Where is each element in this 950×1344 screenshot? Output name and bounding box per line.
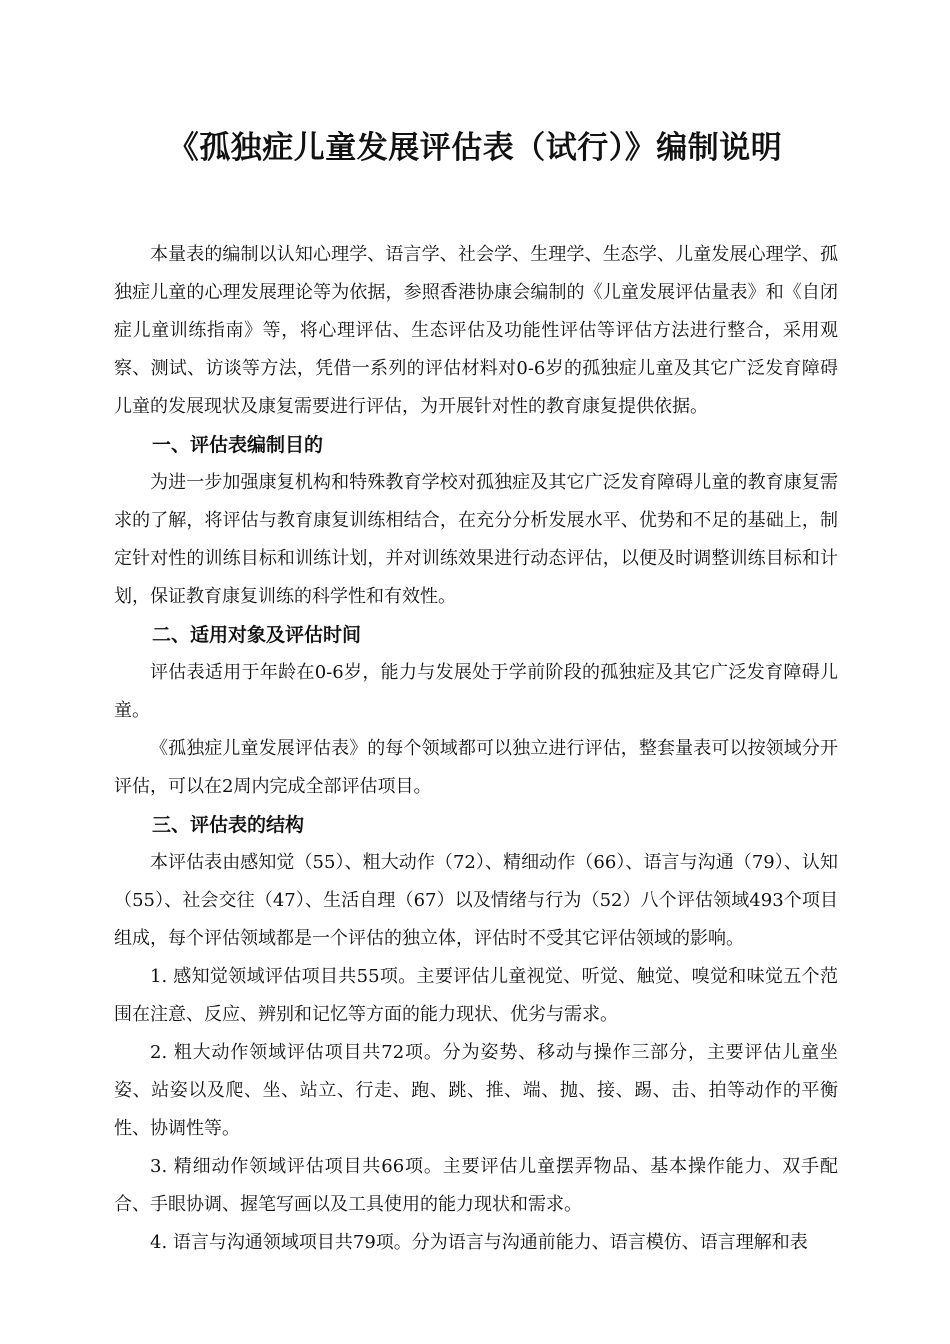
structure-item-fine-motor: 3. 精细动作领域评估项目共66项。主要评估儿童摆弄物品、基本操作能力、双手配合、手眼协调、握笔写画以及工具使用的能力现状和需求。 bbox=[114, 1156, 838, 1215]
time-paragraph: 《孤独症儿童发展评估表》的每个领域都可以独立进行评估，整套量表可以按领域分开评估，可以在2周内完成全部评估项目。 bbox=[114, 738, 838, 797]
section-heading-target-and-time: 二、适用对象及评估时间 bbox=[152, 624, 362, 646]
structure-item-gross-motor: 2. 粗大动作领域评估项目共72项。分为姿势、移动与操作三部分，主要评估儿童坐姿、站姿以及爬、坐、站立、行走、跑、跳、推、端、抛、接、踢、击、拍等动作的平衡性、协调性等。 bbox=[114, 1042, 838, 1139]
purpose-paragraph: 为进一步加强康复机构和特殊教育学校对孤独症及其它广泛发育障碍儿童的教育康复需求的了解，将评估与教育康复训练相结合，在充分分析发展水平、优势和不足的基础上，制定针对性的训练目标和训练计划，并对训练效果进行动态评估，以便及时调整训练目标和计划，保证教育康复训练的科学性和有效性。 bbox=[114, 472, 838, 607]
document-title: 《孤独症儿童发展评估表（试行）》编制说明 bbox=[167, 130, 783, 166]
document-body bbox=[114, 236, 838, 1262]
structure-item-perception: 1. 感知觉领域评估项目共55项。主要评估儿童视觉、听觉、触觉、嗅觉和味觉五个范围在注意、反应、辨别和记忆等方面的能力现状、优劣与需求。 bbox=[114, 966, 838, 1025]
intro-paragraph: 本量表的编制以认知心理学、语言学、社会学、生理学、生态学、儿童发展心理学、孤独症儿童的心理发展理论等为依据，参照香港协康会编制的《儿童发展评估量表》和《自闭症儿童训练指南》等，将心理评估、生态评估及功能性评估等评估方法进行整合，采用观察、测试、访谈等方法，凭借一系列的评估材料对0-6岁的孤独症儿童及其它广泛发育障碍儿童的发展现状及康复需要进行评估，为开展针对性的教育康复提供依据。 bbox=[114, 244, 838, 417]
section-heading-structure: 三、评估表的结构 bbox=[152, 814, 305, 836]
target-paragraph: 评估表适用于年龄在0-6岁，能力与发展处于学前阶段的孤独症及其它广泛发育障碍儿童。 bbox=[114, 662, 838, 721]
structure-paragraph: 本评估表由感知觉（55）、粗大动作（72）、精细动作（66）、语言与沟通（79）、认知（55）、社会交往（47）、生活自理（67）以及情绪与行为（52）八个评估领域493个项目组成，每个评估领域都是一个评估的独立体，评估时不受其它评估领域的影响。 bbox=[114, 852, 838, 949]
structure-item-language: 4. 语言与沟通领域项目共79项。分为语言与沟通前能力、语言模仿、语言理解和表 bbox=[150, 1232, 808, 1253]
section-heading-purpose: 一、评估表编制目的 bbox=[152, 434, 324, 456]
